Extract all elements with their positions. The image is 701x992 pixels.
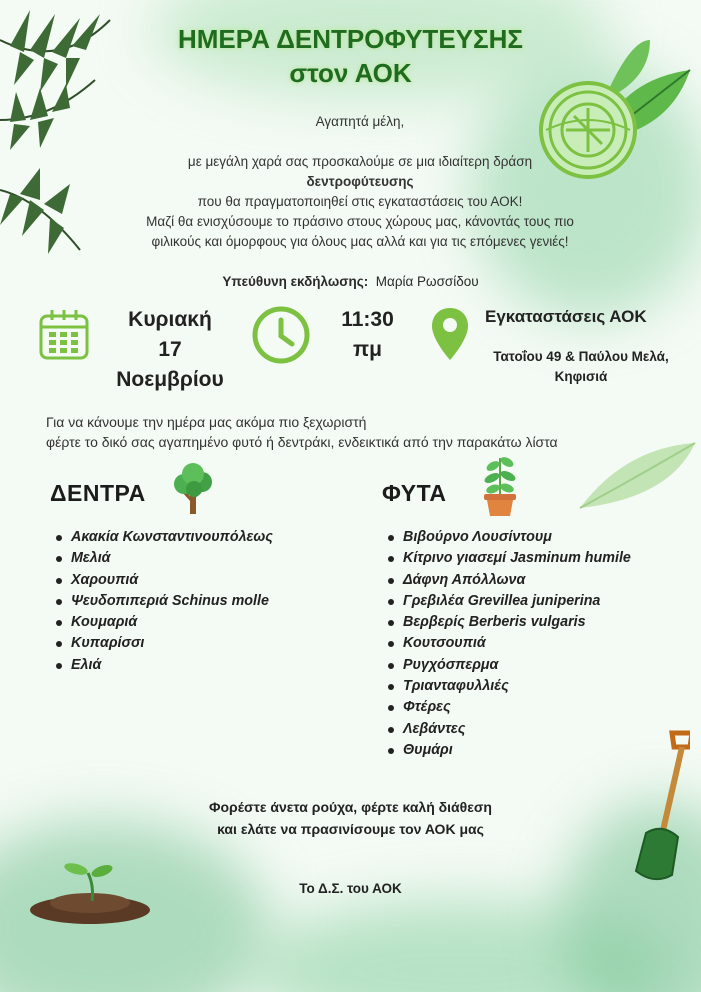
address-line-1: Τατοΐου 49 & Παύλου Μελά, xyxy=(493,349,669,364)
event-date-number: 17 xyxy=(158,338,182,361)
event-time xyxy=(325,305,410,365)
event-location: Εγκαταστάσεις ΑΟΚ xyxy=(485,307,647,326)
potted-plant-icon xyxy=(480,452,520,518)
list-item: Ελιά xyxy=(54,655,273,676)
bring-line-2: φέρτε το δικό σας αγαπημένο φυτό ή δεντράκι, ενδεικτικά από την παρακάτω λίστα xyxy=(46,434,558,450)
list-item: Κίτρινο γιασεμί Jasminum humile xyxy=(386,548,631,569)
closing-line-1: Φορέστε άνετα ρούχα, φέρτε καλή διάθεση xyxy=(209,799,492,815)
faint-leaf-decoration xyxy=(575,438,701,516)
plants-list xyxy=(386,527,631,761)
address-line-2: Κηφισιά xyxy=(554,369,608,384)
list-item: Κουμαριά xyxy=(54,612,273,633)
list-item: Κυπαρίσσι xyxy=(54,633,273,654)
location-pin-icon xyxy=(430,306,470,362)
trees-heading: ΔΕΝΤΡΑ xyxy=(50,480,146,506)
organizer-name: Μαρία Ρωσσίδου xyxy=(375,274,479,289)
closing-line-2: και ελάτε να πρασινίσουμε τον ΑΟΚ μας xyxy=(217,821,484,837)
list-item: Θυμάρι xyxy=(386,740,631,761)
list-item: Τριανταφυλλιές xyxy=(386,676,631,697)
list-item: Βιβούρνο Λουσίντουμ xyxy=(386,527,631,548)
list-item: Χαρουπιά xyxy=(54,570,273,591)
calendar-icon xyxy=(38,308,90,360)
trees-list xyxy=(54,527,273,676)
clock-icon xyxy=(250,304,312,366)
greeting: Αγαπητά μέλη, xyxy=(315,114,405,129)
signature: Το Δ.Σ. του ΑΟΚ xyxy=(299,881,402,896)
event-address xyxy=(475,347,687,387)
list-item: Ακακία Κωνσταντινουπόλεως xyxy=(54,527,273,548)
title-line-2: στον ΑΟΚ xyxy=(289,58,412,88)
title-line-1: ΗΜΕΡΑ ΔΕΝΤΡΟΦΥΤΕΥΣΗΣ xyxy=(178,24,523,54)
list-item: Λεβάντες xyxy=(386,719,631,740)
list-item: Βερβερίς Berberis vulgaris xyxy=(386,612,631,633)
event-month: Νοεμβρίου xyxy=(116,368,224,391)
tree-icon xyxy=(172,462,214,516)
closing-message xyxy=(0,796,701,840)
bring-line-1: Για να κάνουμε την ημέρα μας ακόμα πιο ξεχωριστή xyxy=(46,414,367,430)
list-item: Κουτσουπιά xyxy=(386,633,631,654)
plants-heading: ΦΥΤΑ xyxy=(382,480,447,506)
event-time-period: πμ xyxy=(353,338,382,361)
intro-line-4: Μαζί θα ενισχύσουμε το πράσινο στους χώρους μας, κάνοντάς τους πιο xyxy=(146,214,574,229)
intro-line-5: φιλικούς και όμορφους για όλους μας αλλά και για τις επόμενες γενιές! xyxy=(151,234,569,249)
intro-line-3: που θα πραγματοποιηθεί στις εγκαταστάσεις του ΑΟΚ! xyxy=(197,194,523,209)
event-day: Κυριακή xyxy=(128,308,212,331)
intro-line-1: με μεγάλη χαρά σας προσκαλούμε σε μια ιδιαίτερη δράση xyxy=(187,154,533,169)
list-item: Δάφνη Απόλλωνα xyxy=(386,570,631,591)
list-item: Ψευδοπιπεριά Schinus molle xyxy=(54,591,273,612)
event-title xyxy=(0,22,701,90)
organizer-label: Υπεύθυνη εκδήλωσης: xyxy=(222,274,369,289)
intro-text xyxy=(80,112,640,252)
event-date xyxy=(100,305,240,395)
organizer xyxy=(0,274,701,289)
list-item: Ρυγχόσπερμα xyxy=(386,655,631,676)
intro-line-2: δεντροφύτευσης xyxy=(306,174,414,189)
list-item: Μελιά xyxy=(54,548,273,569)
list-item: Φτέρες xyxy=(386,697,631,718)
list-item: Γρεβιλέα Grevillea juniperina xyxy=(386,591,631,612)
event-time-value: 11:30 xyxy=(341,308,394,331)
